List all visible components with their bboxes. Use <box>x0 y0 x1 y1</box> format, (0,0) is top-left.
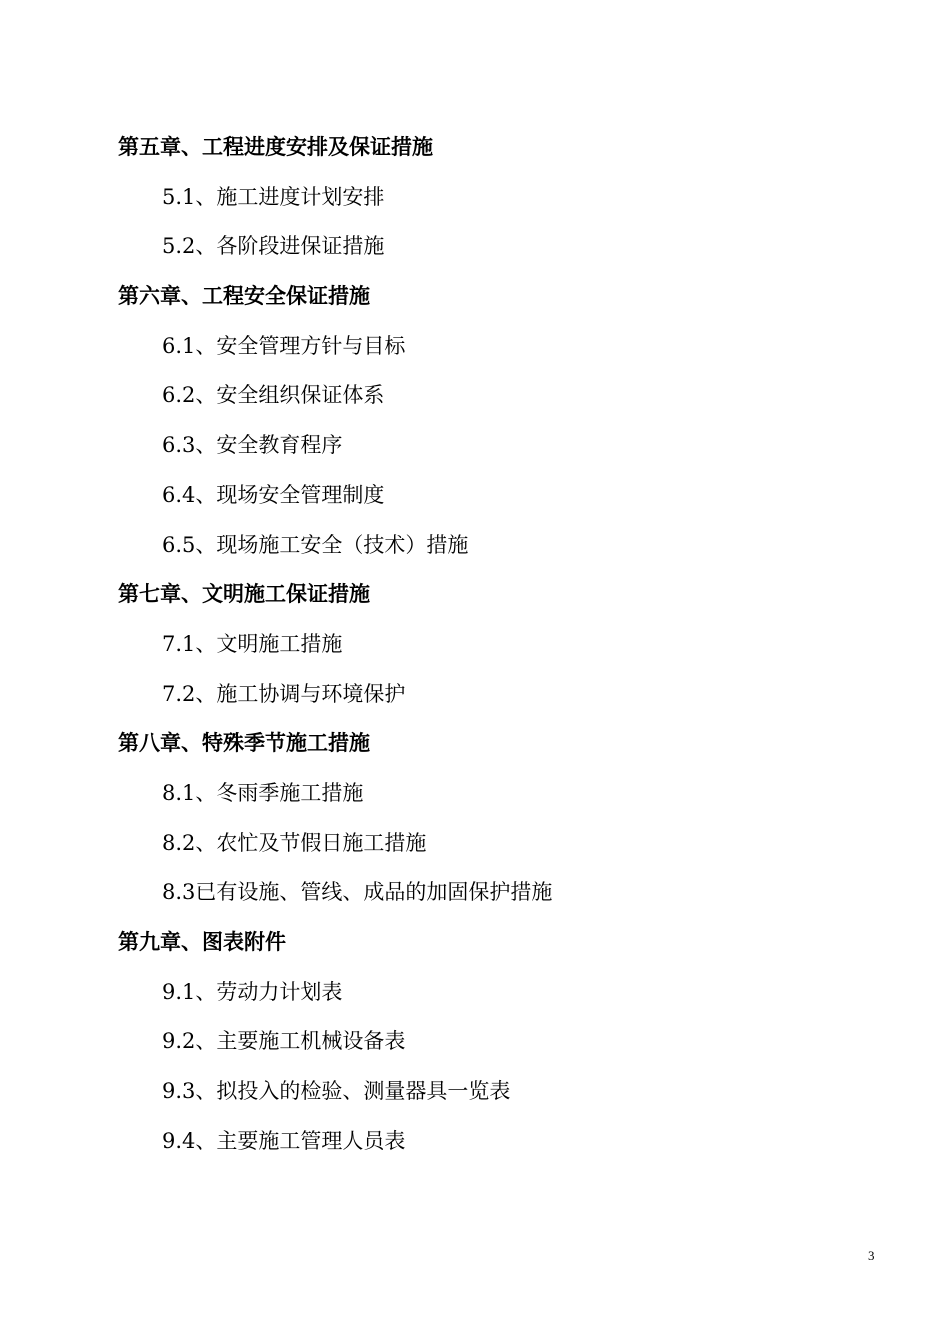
section-entry: 6.1、安全管理方针与目标 <box>162 333 406 358</box>
section-entry: 9.1、劳动力计划表 <box>162 979 343 1004</box>
section-entry: 8.3已有设施、管线、成品的加固保护措施 <box>162 880 553 905</box>
chapter-heading: 第六章、工程安全保证措施 <box>118 284 370 309</box>
section-entry: 6.5、现场施工安全（技术）措施 <box>162 532 469 557</box>
section-entry: 6.2、安全组织保证体系 <box>162 383 385 408</box>
section-entry: 9.2、主要施工机械设备表 <box>162 1029 406 1054</box>
section-entry: 9.4、主要施工管理人员表 <box>162 1128 406 1153</box>
chapter-heading: 第八章、特殊季节施工措施 <box>118 731 370 756</box>
chapter-heading: 第五章、工程进度安排及保证措施 <box>118 135 433 159</box>
chapter-heading: 第七章、文明施工保证措施 <box>118 582 370 607</box>
section-entry: 9.3、拟投入的检验、测量器具一览表 <box>162 1079 511 1104</box>
section-entry: 5.2、各阶段进保证措施 <box>162 234 385 259</box>
section-entry: 5.1、施工进度计划安排 <box>162 184 385 209</box>
section-entry: 7.1、文明施工措施 <box>162 631 343 656</box>
section-entry: 8.2、农忙及节假日施工措施 <box>162 830 427 855</box>
section-entry: 8.1、冬雨季施工措施 <box>162 780 364 805</box>
section-entry: 7.2、施工协调与环境保护 <box>162 681 406 706</box>
section-entry: 6.4、现场安全管理制度 <box>162 482 385 507</box>
page-number: 3 <box>868 1248 875 1263</box>
section-entry: 6.3、安全教育程序 <box>162 433 343 458</box>
chapter-heading: 第九章、图表附件 <box>118 930 286 954</box>
table-of-contents <box>0 127 950 1170</box>
